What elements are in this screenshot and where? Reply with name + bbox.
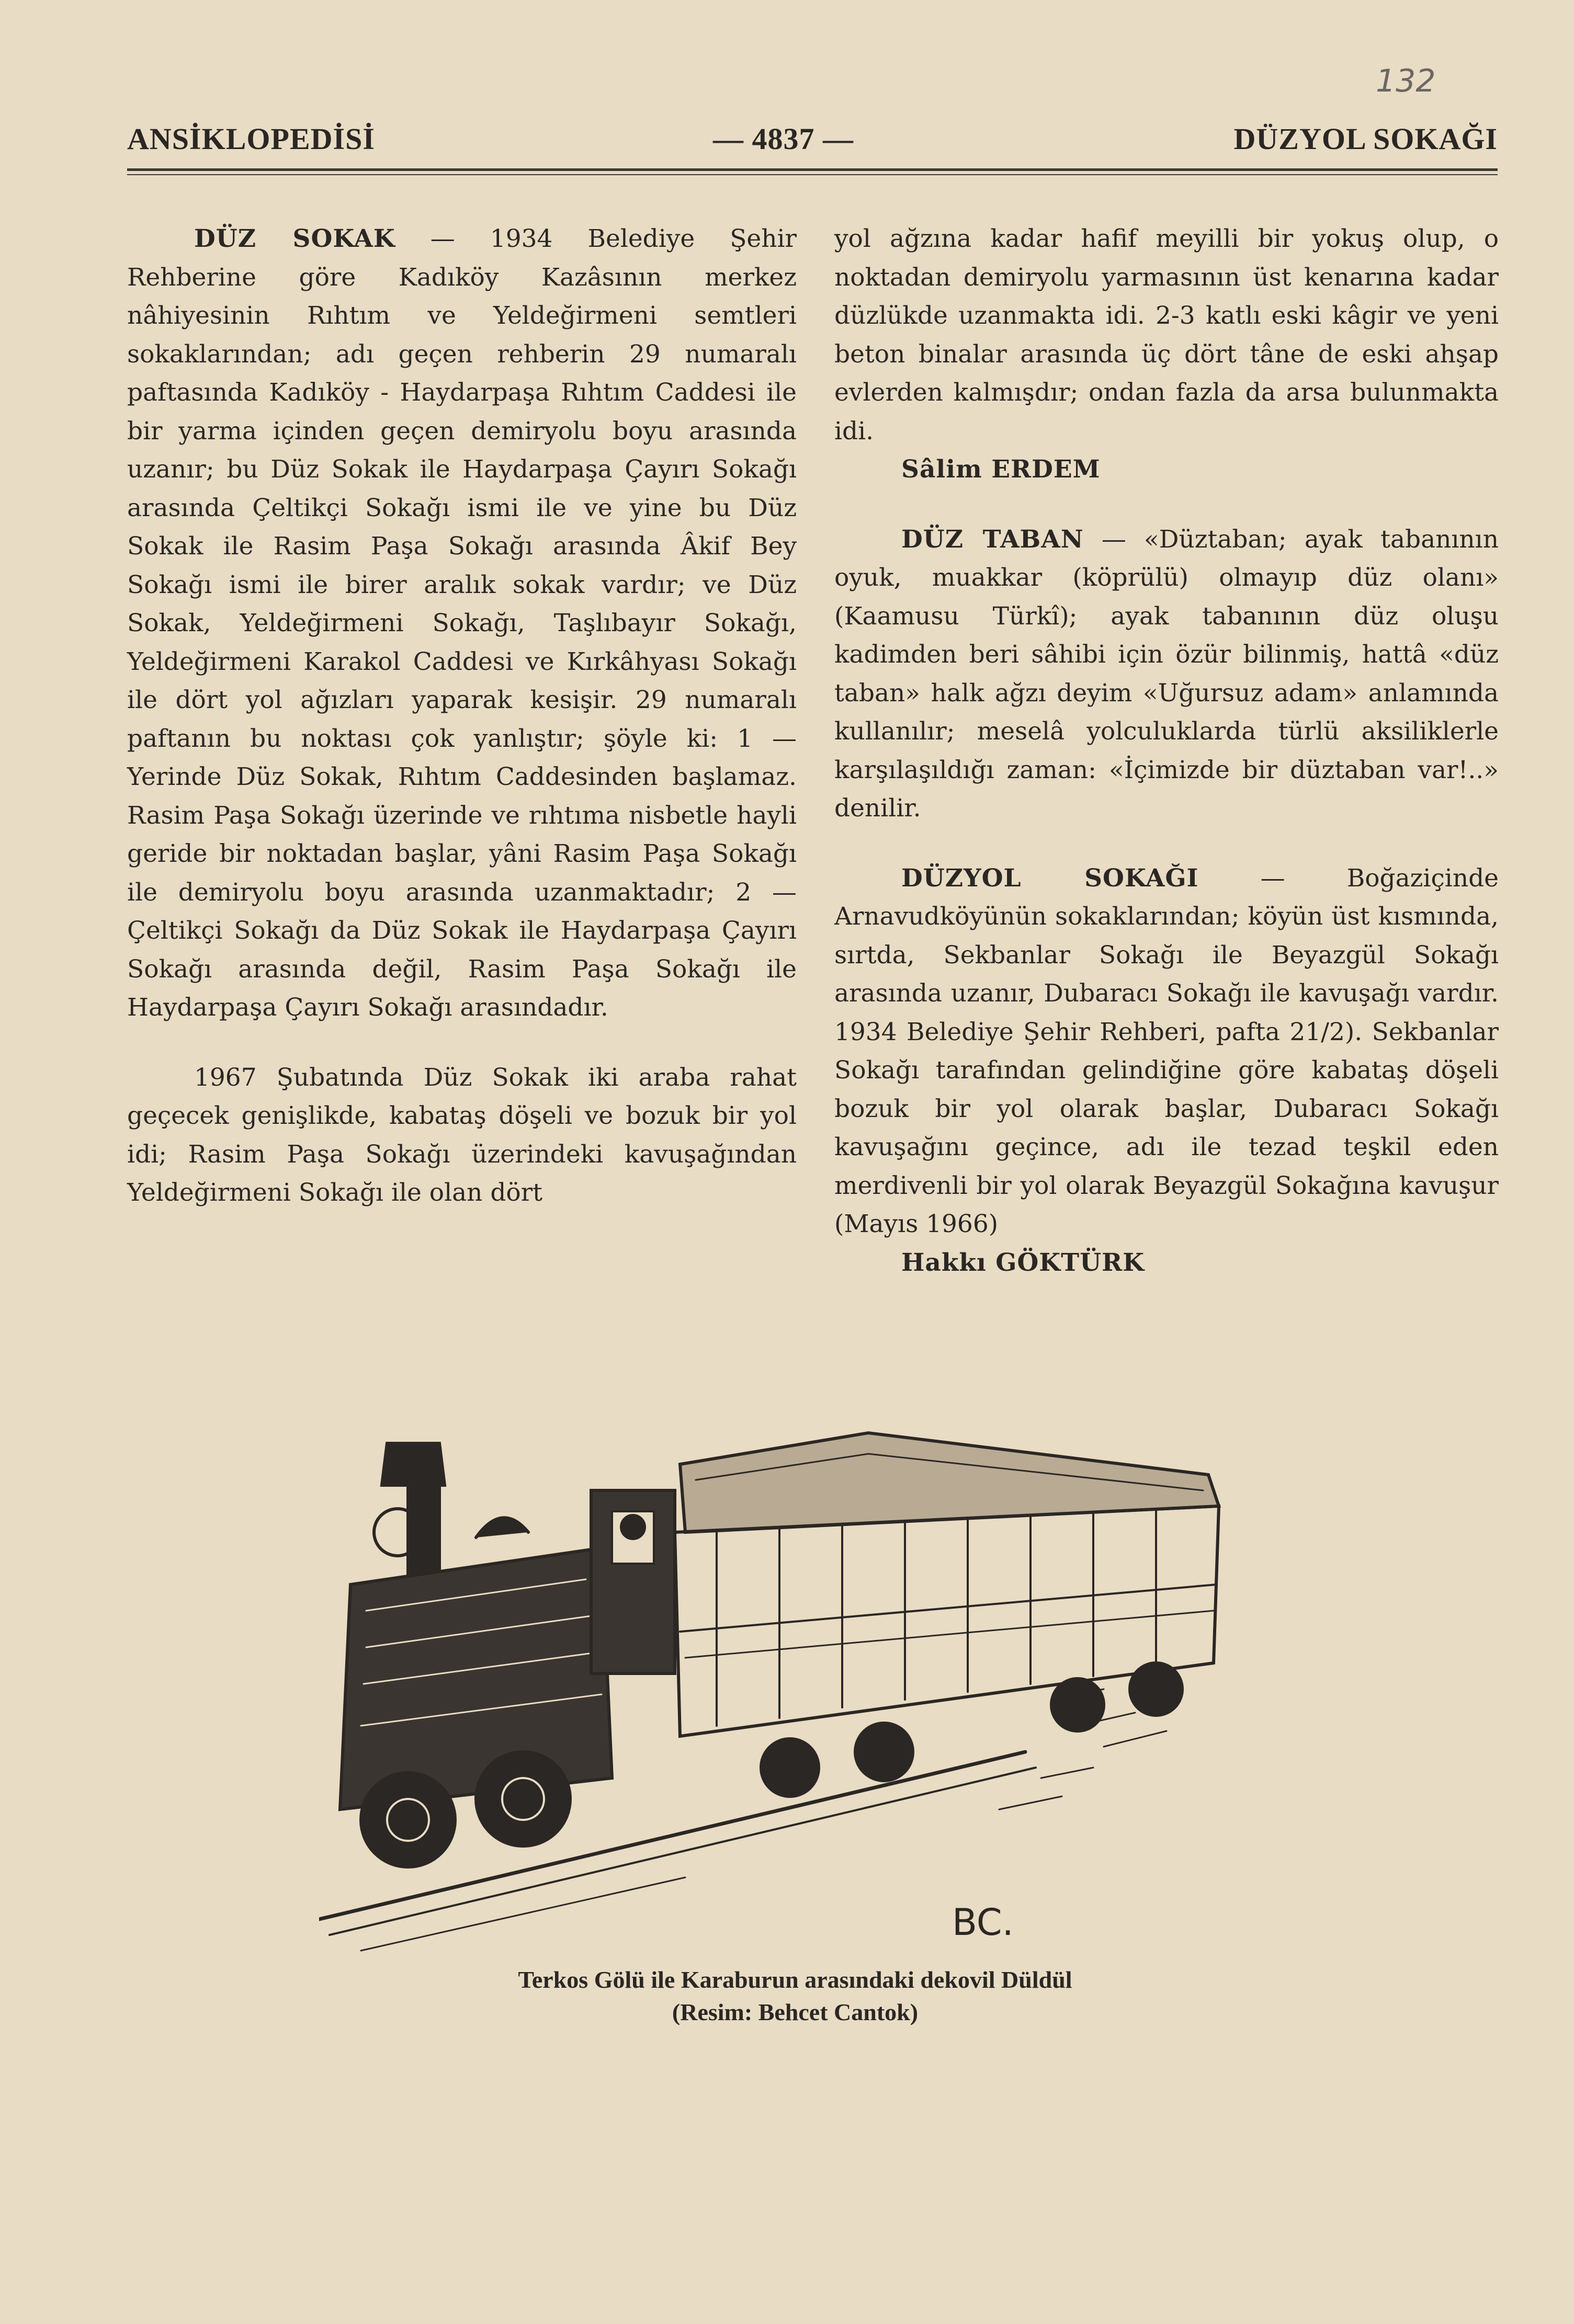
entry-body: — «Düztaban; ayak tabanının oyuk, muakkar (köprülü) olmayıp düz olanı» (Kaamusu Türkî); ayak tabanının düz oluşu kadimden beri sâhibi için özür bilinmiş, hattâ «düz taban» halk ağzı deyim «Uğursuz adam» anlamında kullanılır; meselâ yolculuklarda türlü aksiliklerle karşılaşıldığı zaman: «İçimizde bir düztaban var!..» denilir. <box>834 525 1499 823</box>
author-signature: Sâlim ERDEM <box>901 455 1101 484</box>
handwritten-page-number: 132 <box>1376 63 1436 99</box>
entry-duzyol-sokagi <box>834 859 1499 1244</box>
entry-title: DÜZYOL SOKAĞI <box>901 863 1199 893</box>
left-column <box>127 220 797 1212</box>
entry-title: DÜZ TABAN <box>901 525 1084 554</box>
header-right: DÜZYOL SOKAĞI <box>1233 122 1498 156</box>
header-left: ANSİKLOPEDİSİ <box>127 122 375 156</box>
header-rule-thin <box>127 174 1498 175</box>
entry-title: DÜZ SOKAK <box>194 224 395 253</box>
entry-body: — 1934 Belediye Şehir Rehberine göre Kadıköy Kazâsının merkez nâhiyesinin Rıhtım ve Yeldeğirmeni semtleri sokaklarından; adı geçen rehberin 29 numaralı paftasında Kadıköy - Haydarpaşa Rıhtım Caddesi ile bir yarma içinden geçen demiryolu boyu arasında uzanır; bu Düz Sokak ile Haydarpaşa Çayırı Sokağı arasında Çeltikçi Sokağı ismi ile ve yine bu Düz Sokak ile Rasim Paşa Sokağı arasında Âkif Bey Sokağı ismi ile birer aralık sokak vardır; ve Düz Sokak, Yeldeğirmeni Sokağı, Taşlıbayır Sokağı, Yeldeğirmeni Karakol Caddesi ve Kırkâhyası Sokağı ile dört yol ağızları yaparak kesişir. 29 numaralı paftanın bu noktası çok yanlıştır; şöyle ki: 1 — Yerinde Düz Sokak, Rıhtım Caddesinden başlamaz. Rasim Paşa Sokağı üzerinde ve rıhtıma nisbetle hayli geride bir noktadan başlar, yâni Rasim Paşa Sokağı ile demiryolu boyu arasında uzanmaktadır; 2 — Çeltikçi Sokağı da Düz Sokak ile Haydarpaşa Çayırı Sokağı arasında değil, Rasim Paşa Sokağı ile Haydarpaşa Çayırı Sokağı arasındadır. <box>127 224 797 1022</box>
locomotive-illustration <box>319 1412 1313 1961</box>
figure-caption <box>366 1964 1224 2029</box>
running-header <box>127 121 1498 158</box>
entry-body: — Boğaziçinde Arnavudköyünün sokaklarından; köyün üst kısmında, sırtda, Sekbanlar Sokağı ile Beyazgül Sokağı arasında uzanır, Dubaracı Sokağı ile kavuşağı vardır. 1934 Belediye Şehir Rehberi, pafta 21/2). Sekbanlar Sokağı tarafından gelindiğine göre kabataş döşeli bozuk bir yol olarak başlar, Dubaracı Sokağı kavuşağını geçince, adı ile tezad teşkil eden merdivenli bir yol olarak Beyazgül Sokağına kavuşur (Mayıs 1966) <box>834 863 1499 1238</box>
paragraph-continued: yol ağzına kadar hafif meyilli bir yokuş olup, o noktadan demiryolu yarmasının üst kenarına kadar düzlükde uzanmakta idi. 2-3 katlı eski kâgir ve yeni beton binalar arasında üç dört tâne de eski ahşap evlerden kalmışdır; ondan fazla da arsa bulunmakta idi. <box>834 224 1499 446</box>
entry-duz-sokak <box>127 220 797 1027</box>
header-rule <box>127 168 1498 171</box>
caption-line: Terkos Gölü ile Karaburun arasındaki dekovil Düldül <box>518 1966 1072 1993</box>
paragraph: 1967 Şubatında Düz Sokak iki araba rahat geçecek genişlikde, kabataş döşeli ve bozuk bir yol idi; Rasim Paşa Sokağı üzerindeki kavuşağından Yeldeğirmeni Sokağı ile olan dört <box>127 1063 797 1207</box>
caption-credit: (Resim: Behcet Cantok) <box>672 1999 919 2025</box>
right-column <box>834 220 1499 1282</box>
page-number: — 4837 — <box>713 122 854 156</box>
entry-duz-taban <box>834 520 1499 828</box>
artist-signature: BC. <box>952 1901 1014 1944</box>
author-signature: Hakkı GÖKTÜRK <box>901 1248 1145 1277</box>
